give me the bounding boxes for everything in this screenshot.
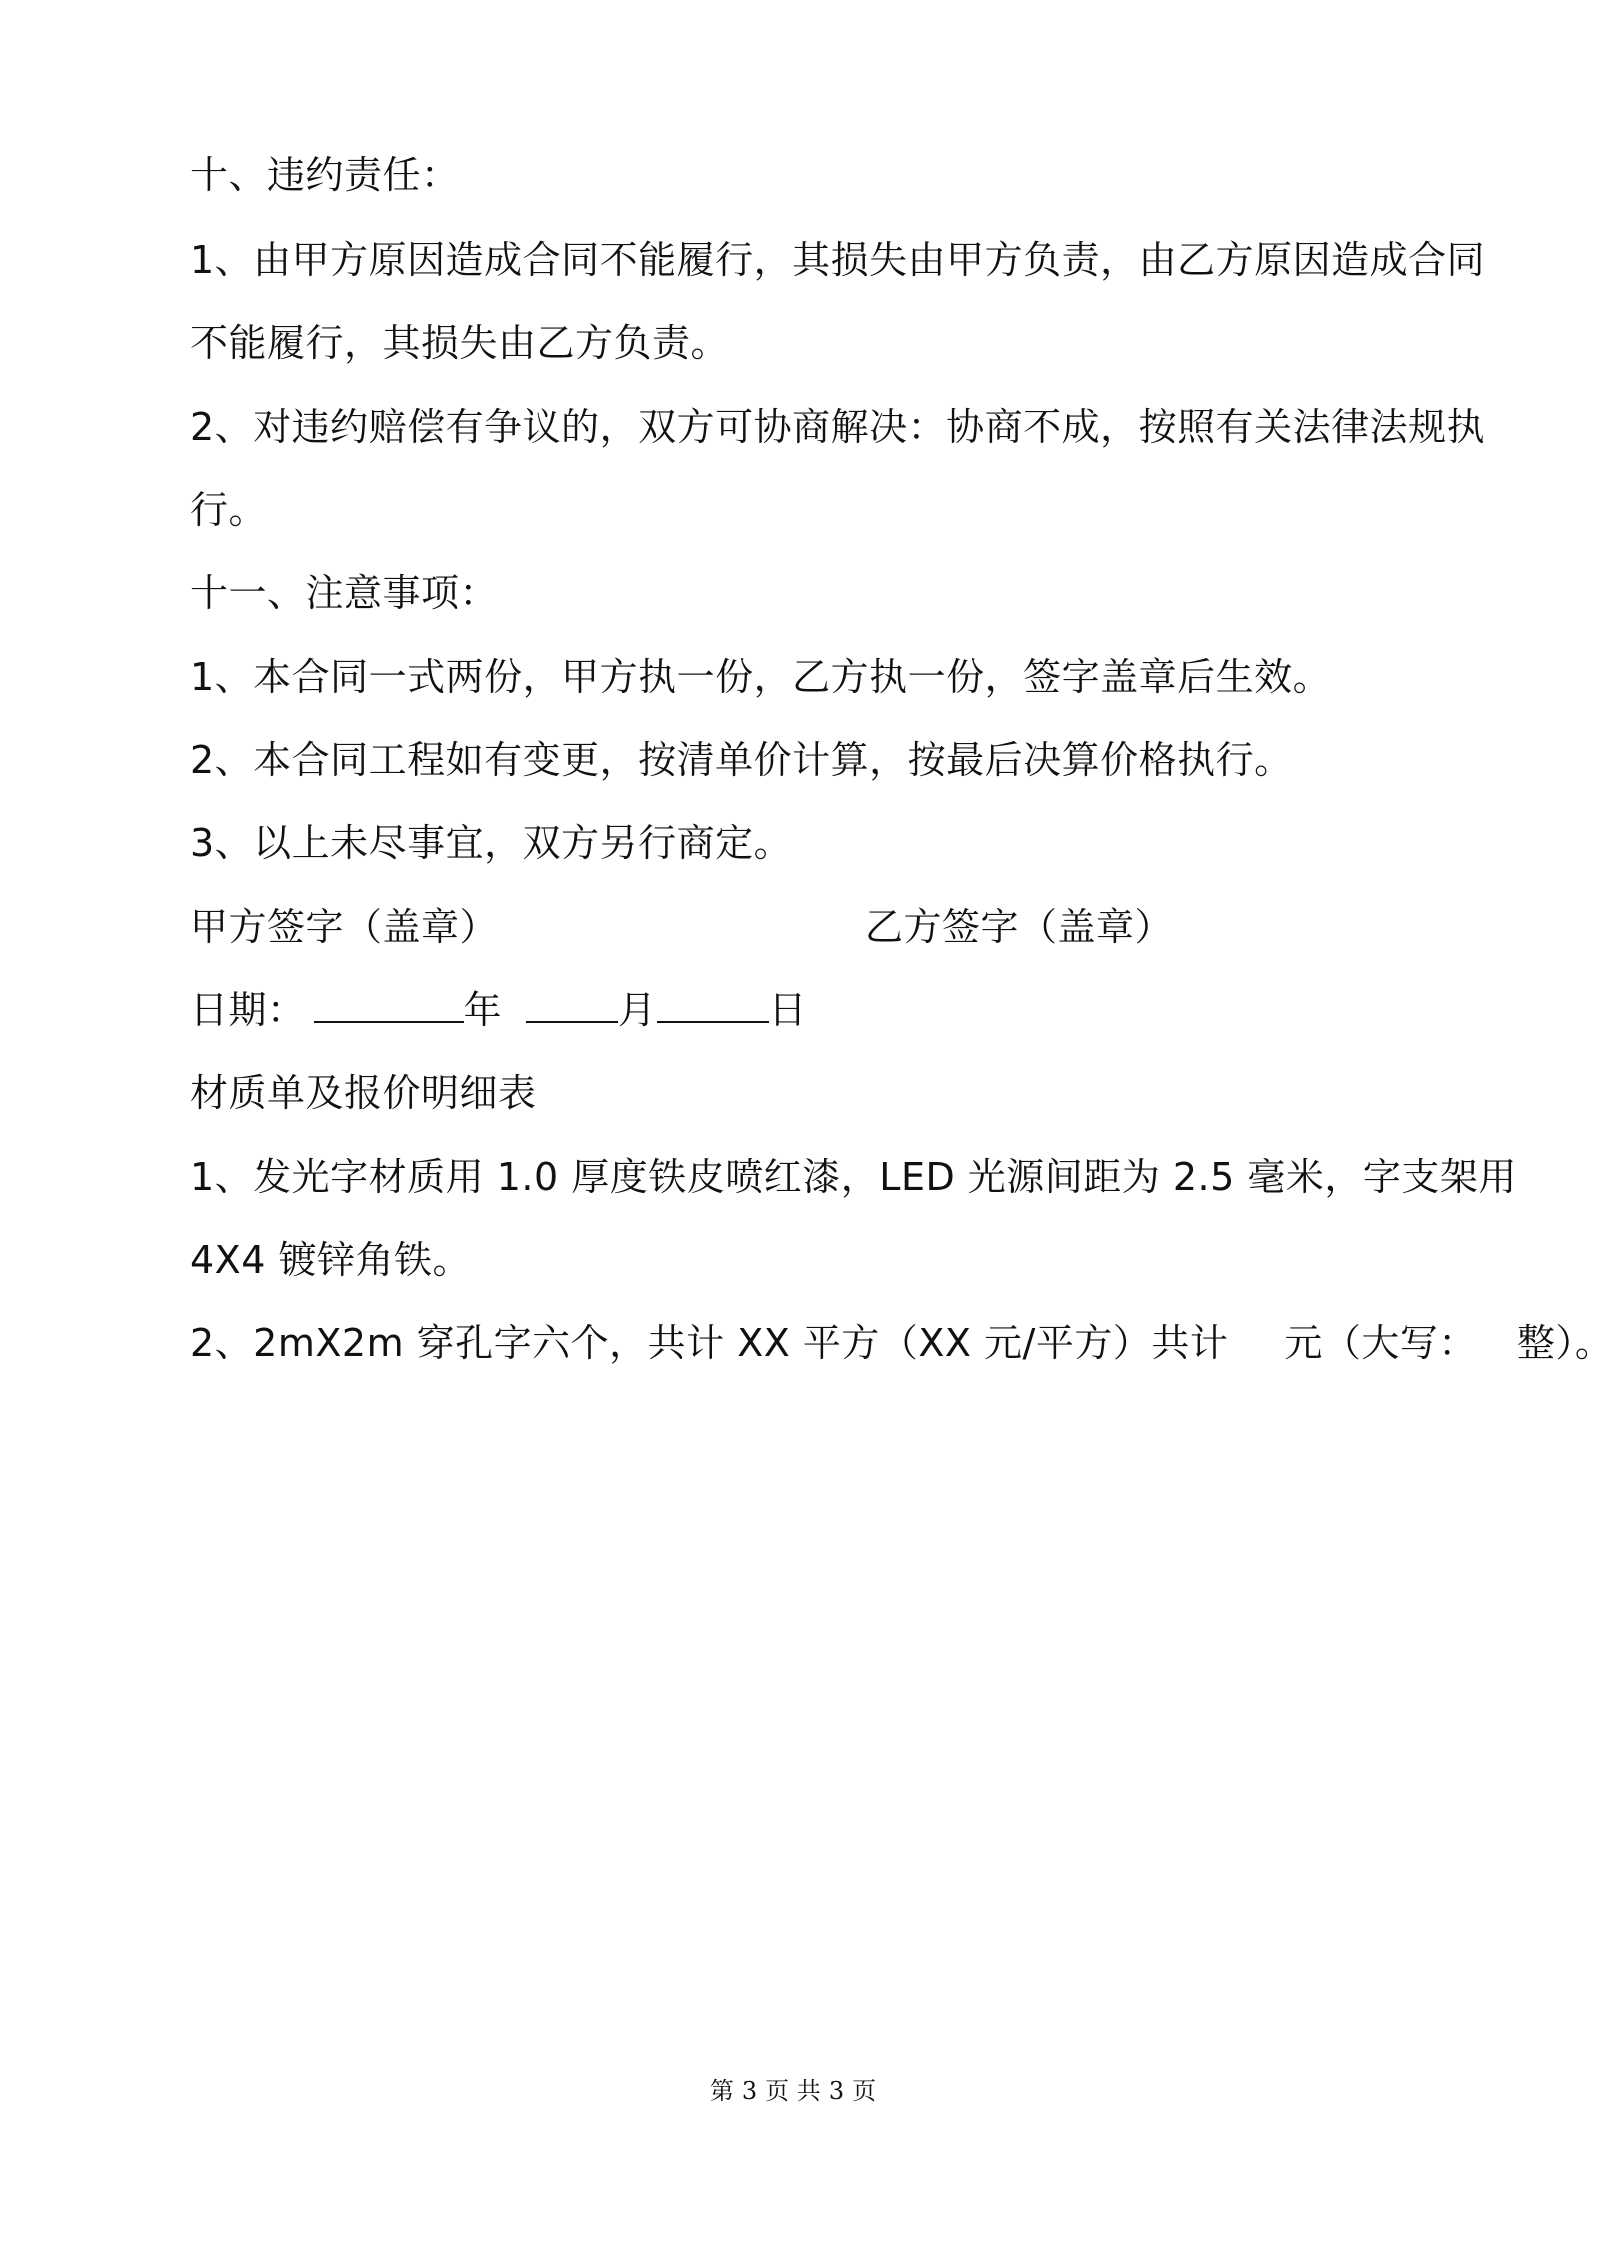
footer-prefix: 第: [709, 2077, 734, 2105]
materials-item-1-line-2: 4X4 镀锌角铁。: [190, 1238, 471, 1282]
footer-suffix: 页: [852, 2077, 877, 2105]
party-a-signature-label: 甲方签字（盖章）: [190, 905, 499, 949]
date-row: [190, 985, 807, 1035]
section-11-item-2: 2、本合同工程如有变更，按清单价计算，按最后决算价格执行。: [190, 738, 1293, 782]
party-b-signature-label: 乙方签字（盖章）: [865, 905, 1174, 949]
materials-item-2: [190, 1318, 1613, 1368]
month-label: 月: [618, 988, 657, 1032]
section-10-clause-1-line-2: 不能履行，其损失由乙方负责。: [190, 321, 730, 365]
materials-item-2-end: 整）。: [1516, 1321, 1613, 1365]
date-label: 日期：: [190, 988, 306, 1032]
section-10-clause-2-line-1: 2、对违约赔偿有争议的，双方可协商解决：协商不成，按照有关法律法规执: [190, 405, 1486, 449]
day-label: 日: [768, 988, 808, 1032]
section-11-item-1: 1、本合同一式两份，甲方执一份，乙方执一份，签字盖章后生效。: [190, 655, 1332, 699]
footer-middle: 页 共: [765, 2077, 821, 2105]
section-10-clause-1-line-1: 1、由甲方原因造成合同不能履行，其损失由甲方负责，由乙方原因造成合同: [190, 238, 1486, 282]
month-blank: [526, 985, 618, 1023]
section-10-heading: 十、违约责任：: [190, 153, 460, 197]
page-footer: [0, 2075, 1586, 2107]
footer-current-page: 3: [741, 2077, 758, 2105]
section-11-item-3: 3、以上未尽事宜，双方另行商定。: [190, 821, 793, 865]
section-11-heading: 十一、注意事项：: [190, 571, 499, 615]
materials-item-2-description: 2、2mX2m 穿孔字六个，共计 XX 平方（XX 元/平方）共计: [190, 1321, 1229, 1365]
materials-heading: 材质单及报价明细表: [190, 1071, 537, 1115]
materials-item-2-amount-words: 元（大写：: [1284, 1321, 1477, 1365]
year-blank: [314, 985, 464, 1023]
year-label: 年: [463, 988, 503, 1032]
materials-item-1-line-1: 1、发光字材质用 1.0 厚度铁皮喷红漆，LED 光源间距为 2.5 毫米，字支架用: [190, 1155, 1517, 1199]
footer-total-pages: 3: [828, 2077, 845, 2105]
day-blank: [657, 985, 769, 1023]
section-10-clause-2-line-2: 行。: [190, 488, 268, 532]
